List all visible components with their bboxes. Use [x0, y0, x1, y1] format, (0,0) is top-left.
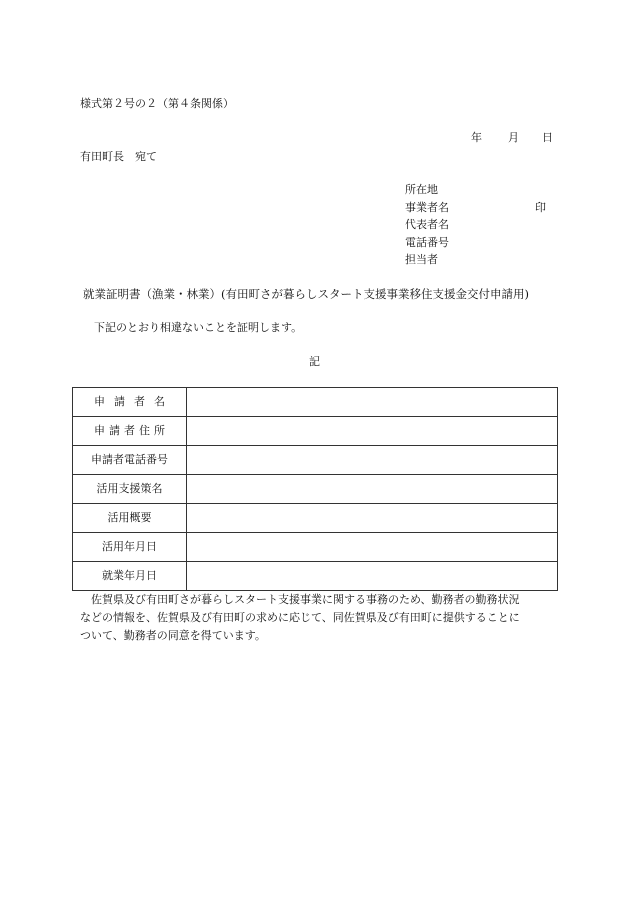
row-label-usage-date: 活用年月日 — [73, 533, 187, 562]
row-label-employment-date: 就業年月日 — [73, 562, 187, 591]
row-label-applicant-address: 申請者住所 — [73, 417, 187, 446]
table-row — [73, 504, 558, 533]
table-row — [73, 475, 558, 504]
certify-statement: 下記のとおり相違ないことを証明します。 — [94, 321, 303, 334]
row-label-support-measure: 活用支援策名 — [73, 475, 187, 504]
date-year-label: 年 — [471, 131, 482, 144]
applicant-location-label: 所在地 — [405, 183, 438, 196]
table-row — [73, 417, 558, 446]
consent-statement — [80, 591, 560, 645]
info-table — [72, 387, 558, 591]
consent-line: 佐賀県及び有田町さが暮らしスタート支援事業に関する事務のため、勤務者の勤務状況 — [80, 593, 520, 606]
table-row — [73, 533, 558, 562]
applicant-representative-label: 代表者名 — [405, 218, 449, 231]
table-row — [73, 388, 558, 417]
applicant-business-name-label: 事業者名 — [405, 201, 449, 214]
applicant-address-field[interactable] — [187, 417, 558, 446]
date-day-label: 日 — [542, 131, 553, 144]
consent-line: ついて、勤務者の同意を得ています。 — [80, 629, 266, 642]
addressee: 有田町長 宛て — [80, 150, 157, 163]
row-label-applicant-name: 申請者名 — [73, 388, 187, 417]
row-label-usage-overview: 活用概要 — [73, 504, 187, 533]
document-title: 就業証明書（漁業・林業）(有田町さが暮らしスタート支援事業移住支援金交付申請用) — [83, 287, 529, 301]
form-number: 様式第２号の２（第４条関係） — [80, 97, 234, 110]
usage-date-field[interactable] — [187, 533, 558, 562]
table-row — [73, 562, 558, 591]
date-month-label: 月 — [508, 131, 519, 144]
ki-heading: 記 — [309, 355, 320, 368]
support-measure-field[interactable] — [187, 475, 558, 504]
consent-line: などの情報を、佐賀県及び有田町の求めに応じて、同佐賀県及び有田町に提供することに — [80, 611, 520, 624]
usage-overview-field[interactable] — [187, 504, 558, 533]
seal-mark: 印 — [535, 201, 546, 214]
applicant-name-field[interactable] — [187, 388, 558, 417]
employment-date-field[interactable] — [187, 562, 558, 591]
applicant-phone-field[interactable] — [187, 446, 558, 475]
applicant-phone-label: 電話番号 — [405, 236, 449, 249]
applicant-person-in-charge-label: 担当者 — [405, 253, 438, 266]
row-label-applicant-phone: 申請者電話番号 — [73, 446, 187, 475]
table-row — [73, 446, 558, 475]
